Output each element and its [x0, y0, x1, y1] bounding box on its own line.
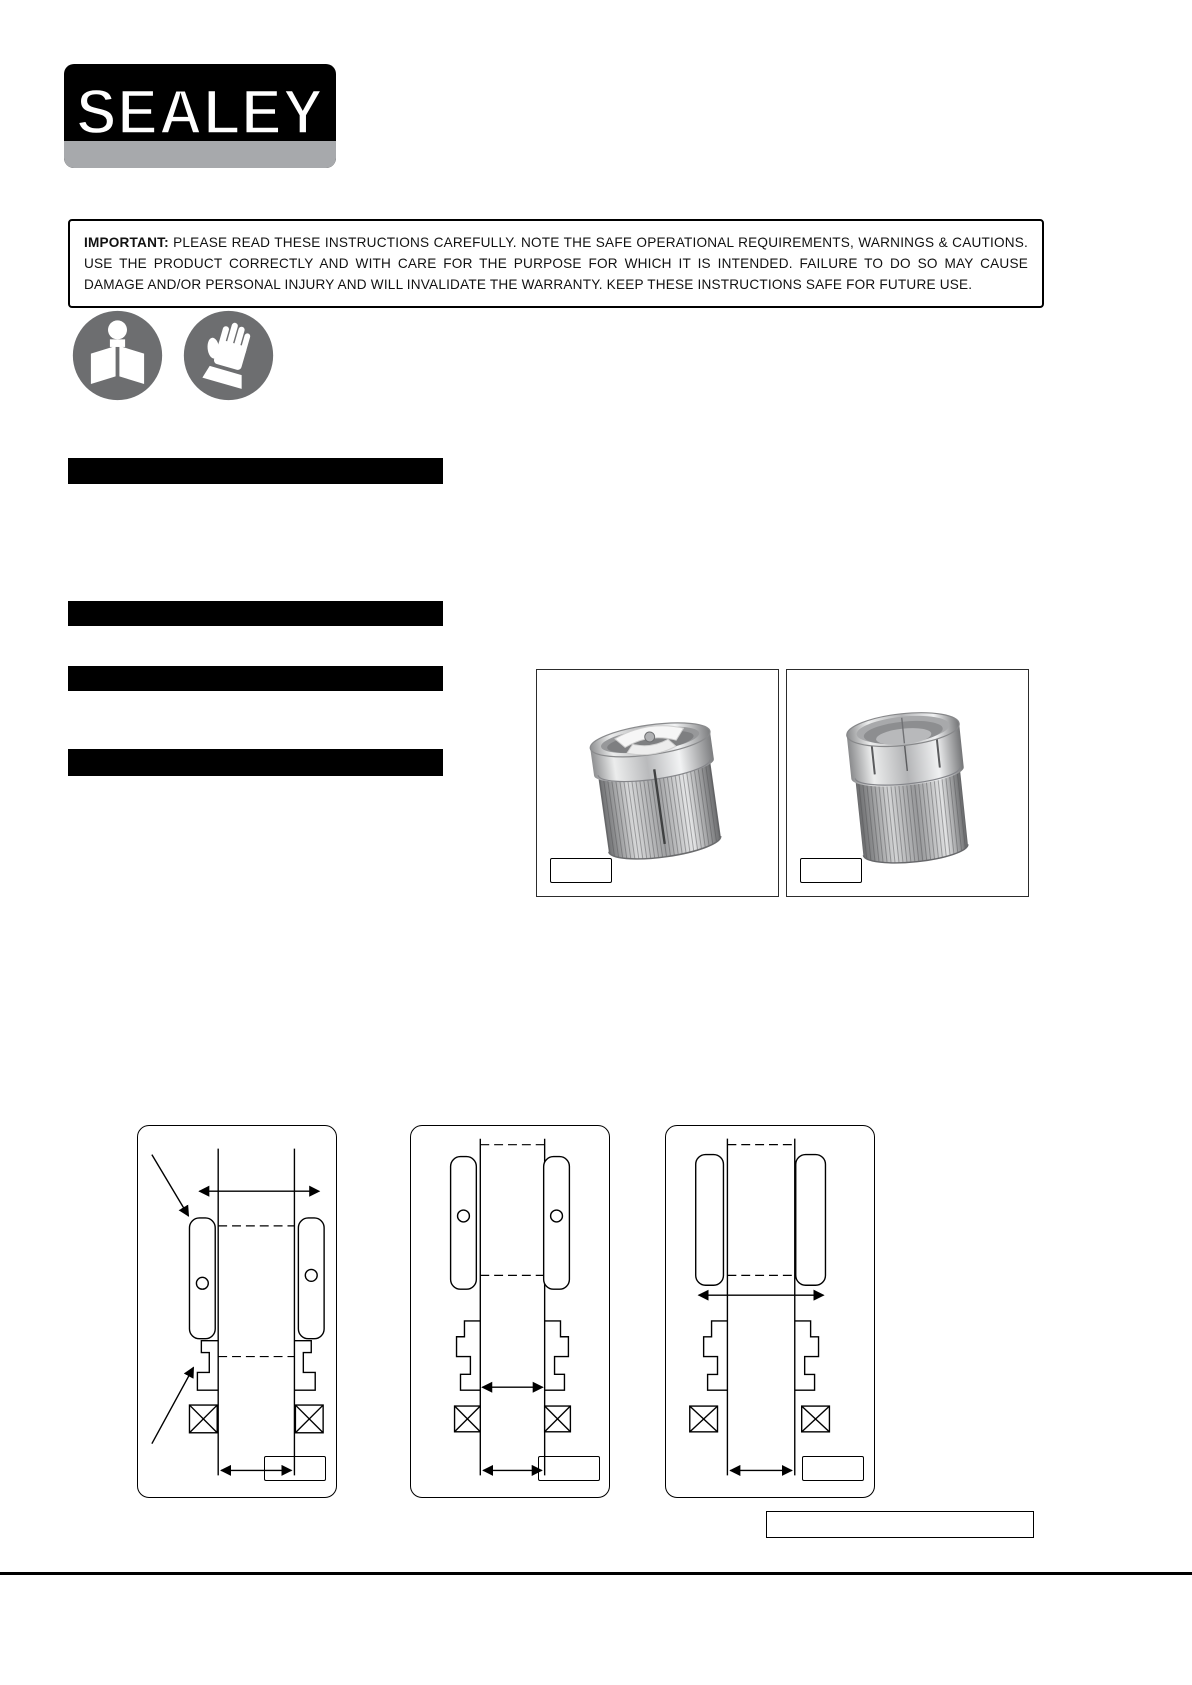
important-label: IMPORTANT: — [84, 235, 169, 250]
cylinder-walls — [480, 1139, 544, 1476]
diagram-2-box — [410, 1125, 610, 1498]
section-header-bar-4 — [68, 749, 443, 776]
diagram-3-drawing — [666, 1126, 874, 1497]
hidden-lines — [218, 1226, 294, 1357]
seal-profiles — [704, 1321, 819, 1390]
footer-rule — [0, 1572, 1192, 1575]
cylinder-walls — [218, 1149, 294, 1476]
wear-gloves-icon — [181, 308, 276, 403]
figure-label-box-2 — [800, 858, 862, 883]
diagram-2-drawing — [411, 1126, 609, 1497]
diagram-3-box — [665, 1125, 875, 1498]
bearing-hatch — [189, 1405, 323, 1433]
hidden-lines — [727, 1145, 794, 1276]
section-header-bar-1 — [68, 458, 443, 484]
collet-tool-photo — [845, 708, 973, 868]
cylinder-walls — [727, 1139, 794, 1476]
seal-profiles — [197, 1341, 315, 1391]
section-header-bar-2 — [68, 601, 443, 626]
figure-label-box-1 — [550, 858, 612, 883]
safety-icon-row — [70, 308, 276, 403]
read-instructions-icon — [70, 308, 165, 403]
footer-note-box — [766, 1511, 1034, 1538]
collet-halves — [451, 1157, 570, 1290]
collet-tool-photo — [588, 717, 726, 865]
diagram-1-drawing — [138, 1126, 336, 1497]
hidden-lines — [480, 1145, 544, 1276]
important-notice-text — [84, 232, 1028, 295]
product-photo-1-box — [536, 669, 779, 897]
bearing-hatch — [690, 1406, 830, 1432]
diagram-1-box — [137, 1125, 337, 1498]
product-photo-2-box — [786, 669, 1029, 897]
collet-halves — [189, 1218, 324, 1339]
sealey-logo — [64, 64, 336, 168]
important-notice-box — [68, 219, 1044, 308]
leader-arrows — [152, 1155, 194, 1444]
logo-text: SEALEY — [76, 77, 324, 148]
bearing-hatch — [455, 1406, 571, 1432]
seal-profiles — [457, 1321, 569, 1390]
section-header-bar-3 — [68, 666, 443, 691]
collet-halves — [696, 1155, 826, 1286]
important-body: PLEASE READ THESE INSTRUCTIONS CAREFULLY. NOTE THE SAFE OPERATIONAL REQUIREMENTS, WARNINGS & CAUTIONS. USE THE PRODUCT CORRECTLY AND WITH CARE FOR THE PURPOSE FOR WHICH IT IS INTENDED. FAILURE TO DO SO MAY CAUSE DAMAGE AND/OR PERSONAL INJURY AND WILL INVALIDATE THE WARRANTY. KEEP THESE INSTRUCTIONS SAFE FOR FUTURE USE. — [84, 235, 1028, 293]
